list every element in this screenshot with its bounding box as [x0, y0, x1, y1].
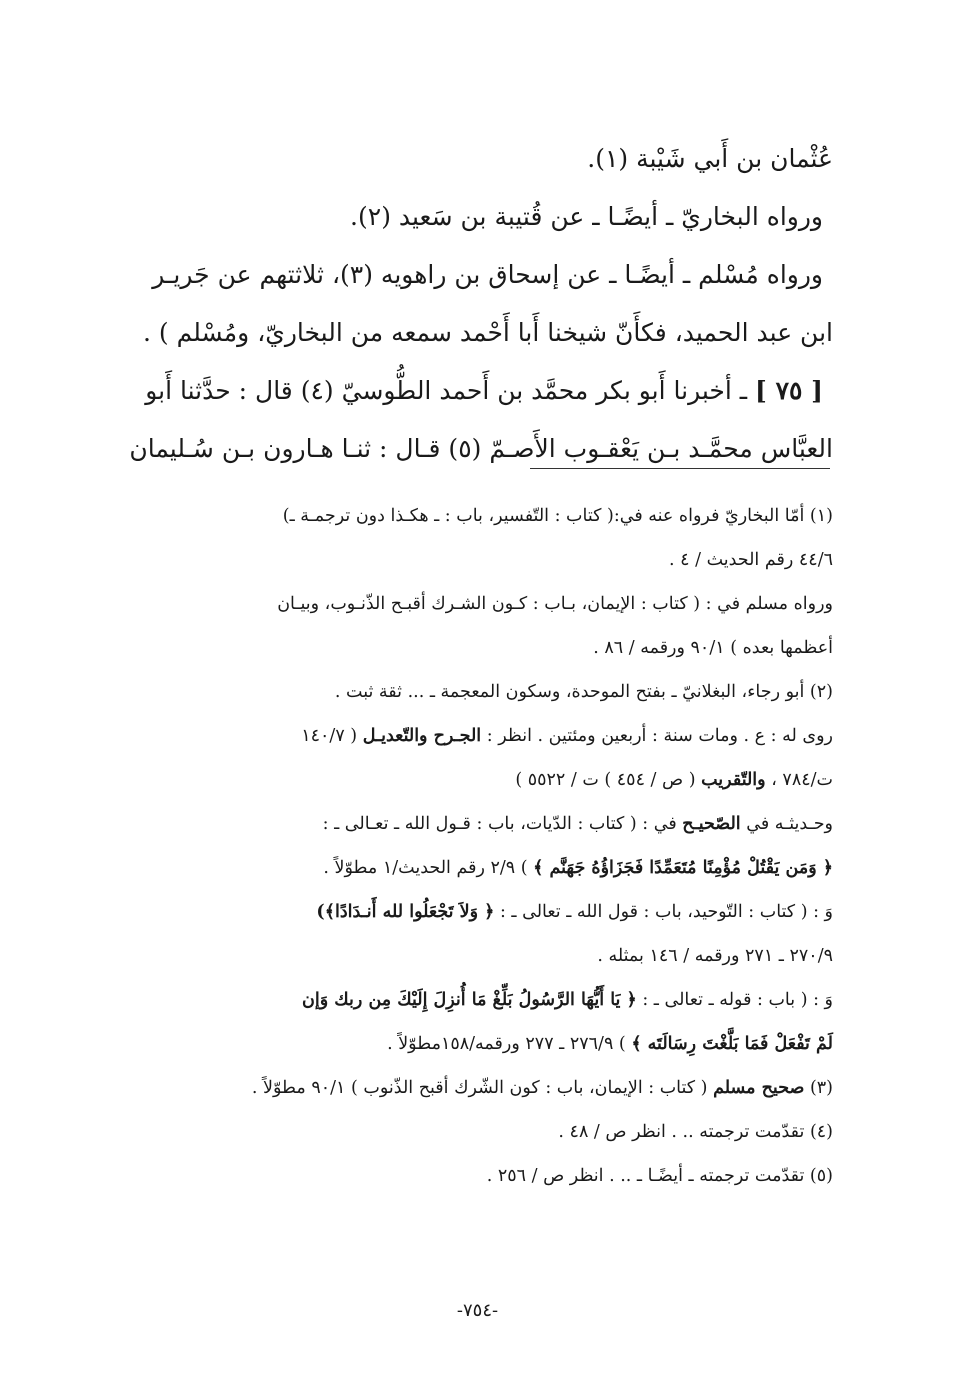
- footnote-line: (٤) تقدّمت ترجمته .. . انظر ص / ٤٨ .: [558, 1122, 833, 1142]
- hadith-75-line: [123, 362, 833, 420]
- main-line: ورواه البخاريّ ـ أيضًـا ـ عن قُتيبة بن سَعيد (٢).: [350, 202, 823, 231]
- footnote-text: ت/٧٨٤ ،: [771, 770, 833, 790]
- main-text: [123, 130, 833, 478]
- footnote-line: [123, 890, 833, 934]
- footnote-divider: [530, 468, 830, 469]
- main-line: عُثْمان بن أَبي شَيْبة (١).: [587, 144, 833, 173]
- main-line-text: ـ أخبرنا أَبو بكر محمَّد بن أَحمد الطُّوسيّ (٤) قال : حدَّثنا أَبو: [145, 376, 748, 405]
- footnote-text: في : ( كتاب : الدّيات، باب : قـول الله ـ تعـالى ـ :: [322, 814, 677, 834]
- footnote-line: [123, 1066, 833, 1110]
- footnotes: [123, 494, 833, 1198]
- book-title: الصّحيـح: [682, 814, 741, 834]
- quran-verse: ﴿ وَمَن يَقْتُلْ مُؤْمِنًا مُتَعَمِّدًا فَجَزَاؤُهُ جَهَنَّم ﴾: [533, 858, 833, 878]
- footnote-line: [123, 846, 833, 890]
- footnote-line: [123, 758, 833, 802]
- footnote-text: ) ٢٧٦/٩ ـ ٢٧٧ ورقمه/١٥٨مطوّلاً .: [387, 1034, 626, 1054]
- footnote-text: وَ : ( باب : قوله ـ تعالى ـ :: [642, 990, 833, 1010]
- footnote-line: ٢٧٠/٩ ـ ٢٧١ ورقمه / ١٤٦ بمثله .: [597, 946, 833, 966]
- book-title: والتّقريب: [701, 770, 766, 790]
- footnote-text: ( كتاب : الإيمان، باب : كون الشّرك أقبح الذّنوب ) ٩٠/١ مطوّلاً .: [251, 1078, 708, 1098]
- quran-verse: لَمْ تَفْعَلْ فَمَا بَلَّغْتَ رِسَالَتَه ﴾: [631, 1034, 833, 1054]
- footnote-line: ورواه مسلم في : ( كتاب : الإيمان، بـاب : كـون الشـرك أقبـح الذّنـوب، وبيـان: [277, 594, 833, 614]
- footnote-text: ) ٢/٩ رقم الحديث/١ مطوّلاً .: [323, 858, 528, 878]
- footnote-text: ( ص / ٤٥٤ ) ت / ٥٥٢٢ ): [515, 770, 696, 790]
- quran-verse: ﴿ وَلاَ تَجْعَلُوا لله أَنـدَادًا﴾): [316, 902, 495, 922]
- main-line: ابن عبد الحميد، فكأَنّ شيخنا أَبا أَحْمد سمعه من البخاريّ، ومُسْلم ) .: [142, 318, 833, 347]
- footnote-text: وحـديثـه في: [746, 814, 833, 834]
- page-number: -٧٥٤-: [456, 1300, 499, 1321]
- footnote-line: ٤٤/٦ رقم الحديث / ٤ .: [669, 550, 833, 570]
- footnote-line: [123, 978, 833, 1022]
- footnote-text: (٣): [809, 1078, 833, 1098]
- footnote-line: (١) أمّا البخاريّ فرواه عنه في:( كتاب : التّفسير، باب : ـ هكـذا دون ترجمـة ـ): [282, 506, 833, 526]
- footnote-text: ( ١٤٠/٧: [301, 726, 358, 746]
- footnote-line: [123, 802, 833, 846]
- footnote-line: (٢) أبو رجاء، البغلانيّ ـ بفتح الموحدة، وسكون المعجمة ـ ... ثقة ثبت .: [334, 682, 833, 702]
- book-title: الجـرح والتّعديـل: [362, 726, 482, 746]
- footnote-text: وَ : ( كتاب : التّوحيد، باب : قول الله ـ تعالى ـ :: [499, 902, 833, 922]
- footnote-line: أعظمها بعده ) ٩٠/١ ورقمه / ٨٦ .: [593, 638, 833, 658]
- footnote-line: (٥) تقدّمت ترجمته ـ أيضًـا ـ .. . انظر ص / ٢٥٦ .: [486, 1166, 833, 1186]
- book-title: صحيح مسلم: [713, 1078, 805, 1098]
- quran-verse: ﴿ يَا أَيُّهَا الرَّسُولُ بَلِّغْ مَا أُنزِلَ إِلَيْكَ مِن ربك وَإن: [302, 990, 637, 1010]
- main-line: ورواه مُسْلم ـ أيضًـا ـ عن إسحاق بن راهويه (٣)، ثلاثتهم عن جَريـر: [152, 260, 823, 289]
- hadith-number: [ ٧٥ ]: [755, 376, 823, 405]
- footnote-text: روى له : ع . ومات سنة : أربعين ومئتين . انظر :: [486, 726, 833, 746]
- footnote-line: [123, 714, 833, 758]
- main-line: العبَّاس محمَّـد بـن يَعْقـوب الأَصـمّ (٥) قـال : ثنـا هـارون بـن سُـليمان: [129, 434, 833, 463]
- footnote-line: [123, 1022, 833, 1066]
